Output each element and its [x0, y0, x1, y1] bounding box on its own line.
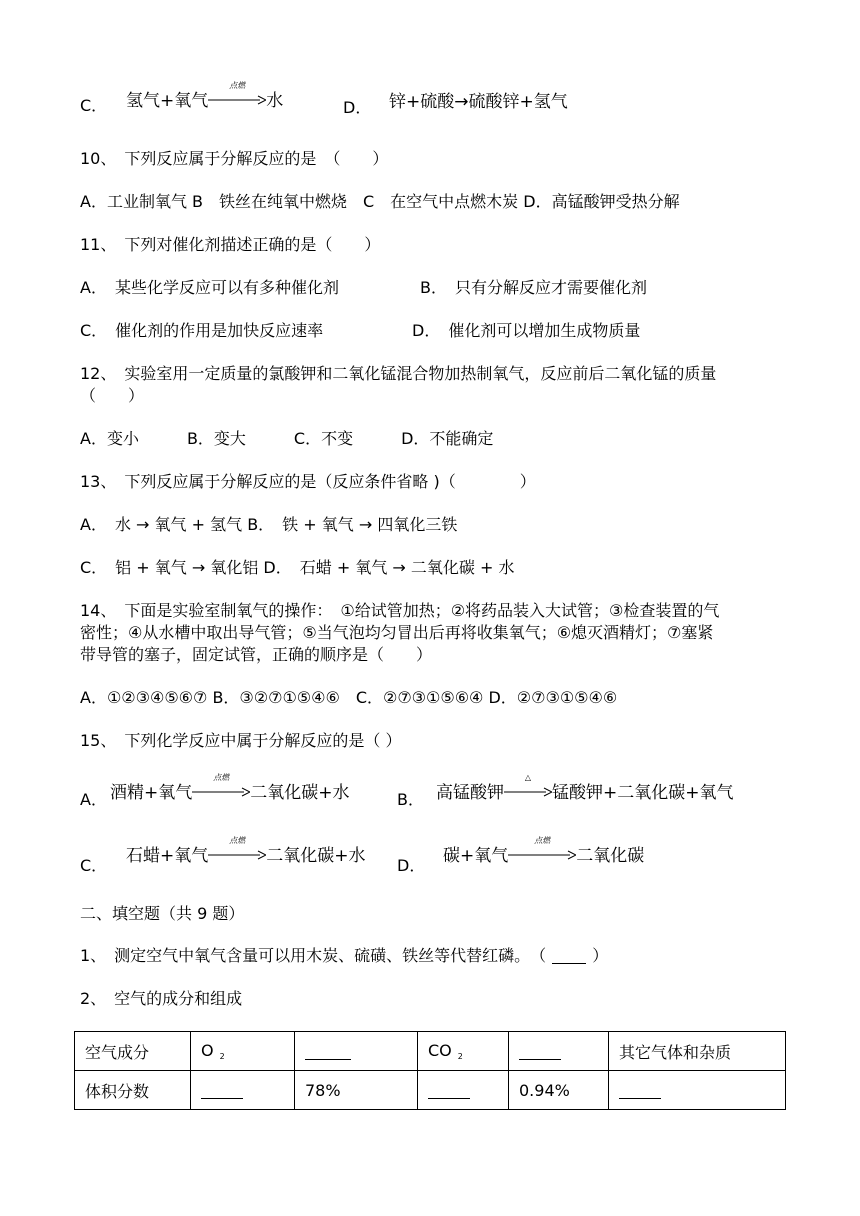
q15-c-condition: 点燃 — [229, 836, 246, 845]
q15-c-product: 二氧化碳+水 — [266, 846, 366, 866]
q15-a-product: 二氧化碳+水 — [250, 783, 350, 803]
reaction-arrow-icon — [192, 773, 250, 800]
q9-d-equation — [389, 91, 568, 113]
q13-options-ab: A． 水 → 氧气 + 氢气 B． 铁 + 氧气 → 四氧化三铁 — [80, 515, 458, 534]
q9-c-equation — [126, 81, 284, 112]
q11-stem: 11、 下列对催化剂描述正确的是（ ） — [80, 235, 381, 254]
q14-stem-line2: 密性；④从水槽中取出导气管；⑤当气泡均匀冒出后再将收集氧气；⑥熄灭酒精灯；⑦塞紧 — [80, 623, 714, 642]
answer-blank[interactable] — [619, 1084, 661, 1099]
fill-q2: 2、 空气的成分和组成 — [80, 989, 243, 1008]
table-cell — [295, 1032, 418, 1071]
reaction-arrow-icon — [208, 836, 266, 863]
section-heading: 二、填空题（共 9 题） — [80, 904, 245, 923]
reaction-arrow-icon — [508, 836, 576, 863]
air-composition-table — [74, 1031, 786, 1110]
q15-c-label: C． — [80, 856, 108, 875]
reaction-arrow-icon — [208, 81, 266, 108]
q15-b-label: B． — [397, 790, 424, 809]
q9-c-condition: 点燃 — [229, 81, 246, 90]
q15-a-label: A． — [80, 790, 107, 809]
q11-option-d: D． 催化剂可以增加生成物质量 — [412, 321, 641, 340]
answer-blank[interactable] — [305, 1045, 351, 1060]
arrow-icon: → — [454, 92, 469, 112]
q10-stem: 10、 下列反应属于分解反应的是 （ ） — [80, 149, 389, 168]
q12-stem: 12、 实验室用一定质量的氯酸钾和二氧化锰混合物加热制氧气，反应前后二氧化锰的质量 — [80, 364, 717, 383]
table-cell: 空气成分 — [75, 1032, 191, 1071]
q11-option-c: C． 催化剂的作用是加快反应速率 — [80, 321, 324, 340]
q15-d-product: 二氧化碳 — [576, 846, 645, 866]
q13-stem: 13、 下列反应属于分解反应的是（反应条件省略 )（ ） — [80, 472, 536, 491]
q9-d-label: D． — [343, 98, 372, 117]
q9-c-reactant: 氢气+氧气 — [126, 91, 209, 111]
q14-options: A．①②③④⑤⑥⑦ B．③②⑦①⑤④⑥ C．②⑦③①⑤⑥④ D．②⑦③①⑤④⑥ — [80, 688, 618, 707]
co2-symbol: CO — [428, 1041, 452, 1060]
table-row — [75, 1071, 786, 1110]
answer-blank[interactable] — [519, 1045, 561, 1060]
q15-b-reactant: 高锰酸钾 — [436, 783, 504, 803]
q12-stem-bracket: （ ） — [80, 386, 145, 405]
q9-d-text: 锌+硫酸 — [389, 92, 455, 112]
q9-d-product: 硫酸锌+氢气 — [468, 92, 568, 112]
answer-blank[interactable] — [552, 949, 586, 964]
table-cell: 78% — [295, 1071, 418, 1110]
q12-options: A．变小 B．变大 C．不变 D．不能确定 — [80, 429, 494, 448]
q15-d-equation — [443, 836, 645, 867]
q15-d-condition: 点燃 — [534, 836, 551, 845]
q10-options: A．工业制氧气 B 铁丝在纯氧中燃烧 C 在空气中点燃木炭 D．高锰酸钾受热分解 — [80, 192, 680, 211]
q13-options-cd: C． 铝 + 氧气 → 氧化铝 D． 石蜡 + 氧气 → 二氧化碳 + 水 — [80, 558, 515, 577]
q15-d-reactant: 碳+氧气 — [443, 846, 509, 866]
table-cell: 体积分数 — [75, 1071, 191, 1110]
q9-option-c — [80, 95, 107, 117]
q9-c-label: C． — [80, 96, 108, 115]
table-cell — [418, 1032, 509, 1071]
q15-d-label: D． — [397, 856, 426, 875]
q15-c-equation — [126, 836, 366, 867]
fill-q1 — [80, 945, 608, 967]
reaction-arrow-icon — [504, 773, 552, 800]
table-cell — [191, 1032, 295, 1071]
q11-option-b: B． 只有分解反应才需要催化剂 — [420, 278, 647, 297]
q15-a-reactant: 酒精+氧气 — [110, 783, 193, 803]
table-cell: 0.94% — [509, 1071, 609, 1110]
q14-stem-line3: 带导管的塞子，固定试管，正确的顺序是（ ） — [80, 645, 433, 664]
o2-subscript: 2 — [219, 1052, 225, 1061]
fill-q1-text: 1、 测定空气中氧气含量可以用木炭、硫磺、铁丝等代替红磷。 （ — [80, 946, 547, 965]
fill-q1-end: ） — [592, 946, 609, 965]
q15-a-condition: 点燃 — [213, 773, 230, 782]
co2-subscript: 2 — [457, 1052, 463, 1061]
q15-stem: 15、 下列化学反应中属于分解反应的是（ ） — [80, 731, 402, 750]
table-cell: 其它气体和杂质 — [609, 1032, 786, 1071]
q9-c-product: 水 — [266, 91, 284, 111]
q15-a-equation — [110, 773, 350, 804]
q15-b-product: 锰酸钾+二氧化碳+氧气 — [552, 783, 734, 803]
q15-c-reactant: 石蜡+氧气 — [126, 846, 209, 866]
table-cell — [609, 1071, 786, 1110]
table-cell — [509, 1032, 609, 1071]
q15-b-equation — [436, 773, 734, 804]
answer-blank[interactable] — [428, 1084, 470, 1099]
q11-option-a: A． 某些化学反应可以有多种催化剂 — [80, 278, 339, 297]
q15-b-condition: △ — [524, 773, 532, 782]
o2-symbol: O — [201, 1041, 214, 1060]
table-row — [75, 1032, 786, 1071]
table-cell — [418, 1071, 509, 1110]
table-cell — [191, 1071, 295, 1110]
answer-blank[interactable] — [201, 1084, 243, 1099]
q14-stem-line1: 14、 下面是实验室制氧气的操作： ①给试管加热；②将药品装入大试管；③检查装置的气 — [80, 601, 720, 620]
